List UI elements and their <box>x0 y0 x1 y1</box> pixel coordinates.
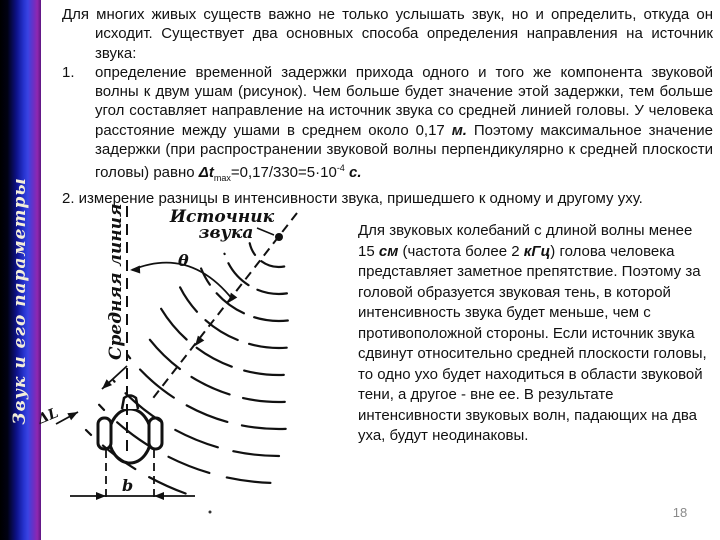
shadow-explanation-block <box>358 221 712 447</box>
list-item-1-text-b: Поэтому максимальное значение задержки (при распространении звуковой волны перпендикулярно к средней плоскости головы) равно <box>95 121 713 182</box>
unit-seconds: с. <box>349 164 362 182</box>
unit-meters: м. <box>451 121 467 139</box>
right-ear-shape <box>149 418 162 449</box>
page-number: 18 <box>672 505 688 520</box>
right-text-c: ) голова человека представляет заметное препятствие. Поэтому за головой образуется звуковая тень, в которой интенсивность звука будет меньше, чем с противоположной стороны. Если источник звука сдвинут относительно средней плоскости головы, то одно ухо будет находиться в области звуковой тени, а другое - вне ее. В результате интенсивности звуковых волн, падающих на два уха, будут неодинаковы. <box>358 242 707 444</box>
stray-period-dot <box>209 511 212 514</box>
sound-localization-diagram <box>35 198 362 522</box>
intro-paragraph <box>62 5 713 63</box>
formula-body: =0,17/330=5·10 <box>230 164 337 182</box>
sound-source-dot <box>275 233 283 241</box>
formula-delta-t: Δt <box>198 164 214 182</box>
base-b-label: b <box>122 476 134 495</box>
list-item-1-text-a: определение временной задержки прихода одного и того же компонента звуковой волны к двум ушам (рисунок). Чем больше будет значение этой задержки, тем больше угол составляет направление на источник звука со средней линией головы. У человека расстояние между ушами в среднем около 0,17 <box>95 63 713 139</box>
median-line-label: Средняя линия <box>106 203 126 360</box>
unit-centimeters: см <box>378 242 399 260</box>
list-item-1 <box>62 63 713 189</box>
list-item-2-text: 2. измерение разницы в интенсивности звука, пришедшего к одному и другому уху. <box>62 189 643 207</box>
unit-kilohertz: кГц <box>523 242 551 260</box>
slide-section-title: Звук и его параметры <box>10 177 30 425</box>
source-label-line2: звука <box>198 223 254 243</box>
source-label-pointer <box>257 228 274 235</box>
angle-theta-label: θ <box>178 251 189 270</box>
source-label-line1: Источник <box>169 207 275 227</box>
diagram-arrowheads <box>67 266 237 501</box>
delta-l-label: ΔL <box>35 405 61 428</box>
left-ear-shape <box>98 418 111 449</box>
formula-subscript-max: max <box>213 173 231 184</box>
intro-text-block <box>62 5 713 208</box>
sidebar-gradient-bar <box>0 0 41 540</box>
right-text-b: (частота более 2 <box>402 242 520 260</box>
formula-exponent: -4 <box>336 163 345 174</box>
right-text-a: Для звуковых колебаний с длиной волны менее 15 <box>358 222 693 260</box>
intro-text: Для многих живых существ важно не только услышать звук, но и определить, откуда он исходит. Существует два основных способа определения направления на источник звука: <box>62 6 713 62</box>
list-item-1-number: 1. <box>62 63 75 81</box>
